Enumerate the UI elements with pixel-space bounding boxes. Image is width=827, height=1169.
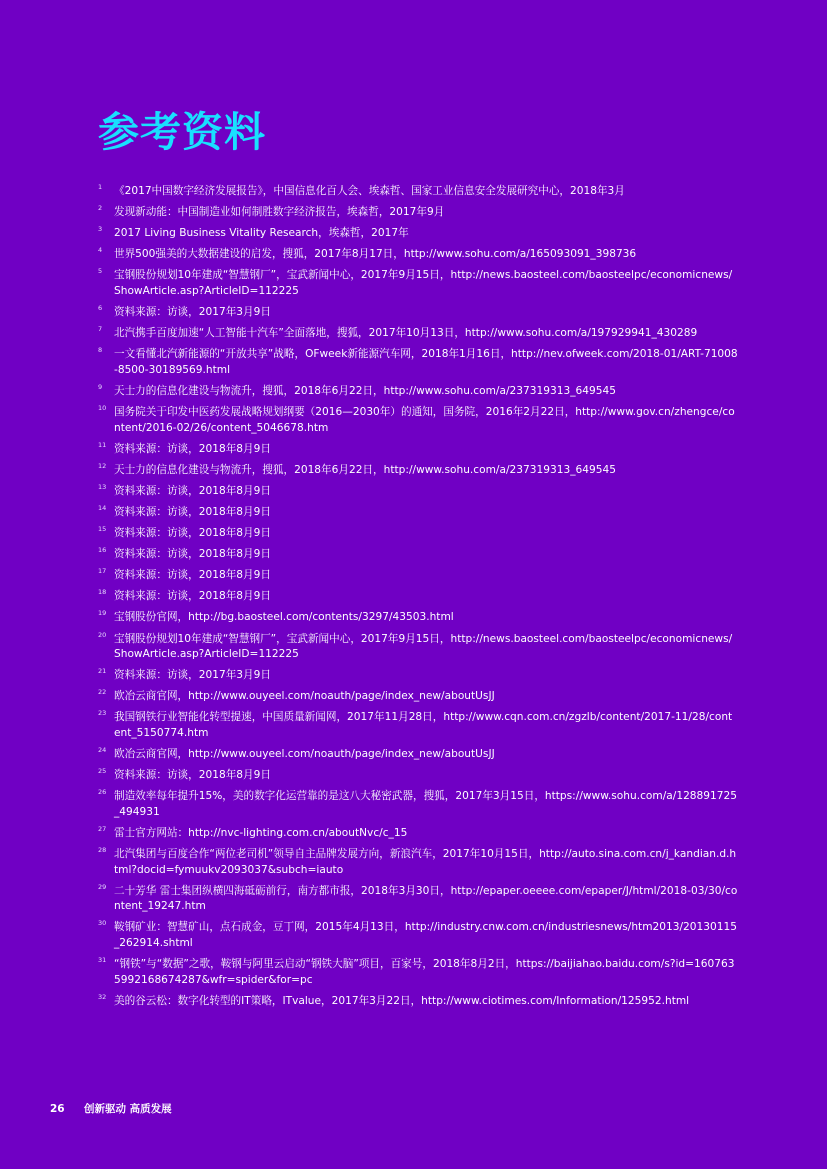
reference-item bbox=[98, 442, 738, 458]
reference-text: “钢铁”与“数据”之歌，鞍钢与阿里云启动“钢铁大脑”项目，百家号，2018年8月2日，https://baijiahao.baidu.com/s?id=1607635992168674287&wfr=spider&for=pc bbox=[114, 958, 735, 986]
reference-text: 宝钢股份规划10年建成“智慧钢厂”，宝武新闻中心，2017年9月15日，http://news.baosteel.com/baosteelpc/economicnews/ShowArticle.asp?ArticleID=112225 bbox=[114, 269, 733, 297]
reference-text: 世界500强美的大数据建设的启发，搜狐，2017年8月17日，http://www.sohu.com/a/165093091_398736 bbox=[114, 248, 637, 261]
reference-item bbox=[98, 710, 738, 741]
reference-number: 14 bbox=[98, 504, 107, 512]
reference-item bbox=[98, 405, 738, 436]
reference-text: 美的谷云松：数字化转型的IT策略，ITvalue，2017年3月22日，http://www.ciotimes.com/Information/125952.html bbox=[114, 994, 690, 1007]
reference-text: 资料来源：访谈，2017年3月9日 bbox=[114, 669, 271, 682]
reference-item bbox=[98, 747, 738, 763]
footer-page-number: 26 bbox=[50, 1103, 65, 1115]
reference-item bbox=[98, 884, 738, 915]
reference-item bbox=[98, 384, 738, 400]
reference-list bbox=[98, 184, 738, 1015]
footer-title: 创新驱动 高质发展 bbox=[83, 1103, 172, 1115]
reference-number: 21 bbox=[98, 667, 107, 676]
reference-item bbox=[98, 205, 738, 221]
reference-item bbox=[98, 768, 738, 784]
reference-text: 一文看懂北汽新能源的“开放共享”战略，OFweek新能源汽车网，2018年1月16日，http://nev.ofweek.com/2018-01/ART-71008-8500-30189569.html bbox=[114, 348, 738, 376]
reference-number: 20 bbox=[98, 630, 107, 639]
reference-number: 8 bbox=[98, 346, 103, 355]
reference-text: 鞍钢矿业：智慧矿山，点石成金，豆丁网，2015年4月13日，http://industry.cnw.com.cn/industriesnews/htm2013/20130115_262914.shtml bbox=[114, 921, 737, 950]
reference-text: 天士力的信息化建设与物流升，搜狐，2018年6月22日，http://www.sohu.com/a/237319313_649545 bbox=[114, 463, 616, 476]
reference-text: 我国钢铁行业智能化转型提速，中国质量新闻网，2017年11月28日，http://www.cqn.com.cn/zgzlb/content/2017-11/28/content_5150774.htm bbox=[114, 711, 733, 740]
reference-item bbox=[98, 484, 738, 500]
reference-item bbox=[98, 305, 738, 321]
reference-item bbox=[98, 632, 738, 663]
reference-number: 24 bbox=[98, 746, 107, 755]
reference-text: 资料来源：访谈，2018年8月9日 bbox=[114, 442, 271, 455]
reference-item bbox=[98, 226, 738, 242]
reference-number: 2 bbox=[98, 204, 103, 213]
reference-number: 12 bbox=[98, 461, 107, 470]
reference-text: 制造效率每年提升15%，美的数字化运营靠的是这八大秘密武器，搜狐，2017年3月15日，https://www.sohu.com/a/128891725_494931 bbox=[114, 790, 737, 818]
reference-item bbox=[98, 505, 738, 521]
reference-text: 《2017中国数字经济发展报告》，中国信息化百人会、埃森哲、国家工业信息安全发展研究中心，2018年3月 bbox=[114, 185, 625, 197]
reference-number: 31 bbox=[98, 956, 107, 965]
reference-text: 资料来源：访谈，2018年8月9日 bbox=[114, 548, 271, 561]
reference-item bbox=[98, 689, 738, 705]
reference-item bbox=[98, 957, 738, 988]
reference-text: 天士力的信息化建设与物流升，搜狐，2018年6月22日，http://www.sohu.com/a/237319313_649545 bbox=[114, 384, 616, 397]
reference-number: 17 bbox=[98, 567, 107, 576]
reference-text: 欧冶云商官网，http://www.ouyeel.com/noauth/page/index_new/aboutUsJJ bbox=[114, 690, 495, 703]
page-title: 参考资料 bbox=[98, 108, 266, 156]
reference-text: 欧冶云商官网，http://www.ouyeel.com/noauth/page/index_new/aboutUsJJ bbox=[114, 748, 495, 761]
reference-item bbox=[98, 463, 738, 479]
reference-text: 国务院关于印发中医药发展战略规划纲要（2016—2030年）的通知，国务院，2016年2月22日，http://www.gov.cn/zhengce/content/2016-02/26/content_5046678.htm bbox=[114, 406, 735, 434]
reference-number: 19 bbox=[98, 609, 107, 618]
reference-number: 15 bbox=[98, 525, 107, 534]
reference-number: 9 bbox=[98, 382, 103, 391]
reference-item bbox=[98, 789, 738, 820]
reference-text: 宝钢股份官网，http://bg.baosteel.com/contents/3297/43503.html bbox=[114, 611, 454, 624]
reference-item bbox=[98, 184, 738, 200]
reference-number: 5 bbox=[98, 267, 103, 276]
reference-number: 27 bbox=[98, 825, 107, 833]
reference-item bbox=[98, 668, 738, 684]
reference-number: 10 bbox=[98, 404, 107, 413]
reference-text: 北汽携手百度加速“人工智能十汽车”全面落地，搜狐，2017年10月13日，http://www.sohu.com/a/197929941_430289 bbox=[114, 327, 698, 340]
reference-text: 资料来源：访谈，2017年3月9日 bbox=[114, 306, 271, 319]
reference-number: 28 bbox=[98, 846, 107, 855]
reference-item bbox=[98, 347, 738, 378]
reference-number: 23 bbox=[98, 709, 107, 718]
reference-text: 发现新动能：中国制造业如何制胜数字经济报告，埃森哲，2017年9月 bbox=[114, 206, 445, 219]
reference-item bbox=[98, 589, 738, 605]
reference-item bbox=[98, 994, 738, 1010]
reference-number: 26 bbox=[98, 788, 107, 797]
reference-number: 32 bbox=[98, 992, 107, 1001]
reference-number: 6 bbox=[98, 304, 103, 313]
reference-number: 18 bbox=[98, 588, 107, 597]
reference-item bbox=[98, 920, 738, 951]
reference-text: 宝钢股份规划10年建成“智慧钢厂”，宝武新闻中心，2017年9月15日，http://news.baosteel.com/baosteelpc/economicnews/ShowArticle.asp?ArticleID=112225 bbox=[114, 632, 733, 661]
reference-text: 资料来源：访谈，2018年8月9日 bbox=[114, 484, 271, 497]
reference-item bbox=[98, 268, 738, 299]
reference-text: 雷士官方网站：http://nvc-lighting.com.cn/aboutNvc/c_15 bbox=[114, 827, 408, 839]
reference-text: 资料来源：访谈，2018年8月9日 bbox=[114, 590, 271, 603]
reference-number: 3 bbox=[98, 225, 103, 234]
reference-item bbox=[98, 847, 738, 878]
reference-text: 资料来源：访谈，2018年8月9日 bbox=[114, 506, 271, 518]
reference-text: 资料来源：访谈，2018年8月9日 bbox=[114, 527, 271, 540]
reference-number: 13 bbox=[98, 482, 107, 491]
reference-text: 北汽集团与百度合作“两位老司机”领导自主品牌发展方向，新浪汽车，2017年10月15日，http://auto.sina.com.cn/j_kandian.d.html?docid=fymuukv2093037&subch=iauto bbox=[114, 848, 737, 876]
reference-number: 1 bbox=[98, 183, 103, 191]
reference-text: 资料来源：访谈，2018年8月9日 bbox=[114, 769, 271, 782]
reference-text: 2017 Living Business Vitality Research，埃森哲，2017年 bbox=[114, 227, 409, 240]
reference-item bbox=[98, 610, 738, 626]
reference-item bbox=[98, 326, 738, 342]
reference-number: 22 bbox=[98, 688, 107, 697]
reference-number: 4 bbox=[98, 246, 103, 255]
reference-number: 29 bbox=[98, 882, 107, 891]
reference-text: 资料来源：访谈，2018年8月9日 bbox=[114, 569, 271, 582]
reference-number: 16 bbox=[98, 546, 107, 555]
reference-text: 二十芳华 雷士集团纵横四海砥砺前行，南方都市报，2018年3月30日，http://epaper.oeeee.com/epaper/J/html/2018-03/30/content_19247.htm bbox=[114, 884, 738, 913]
reference-item bbox=[98, 826, 738, 842]
reference-number: 7 bbox=[98, 325, 103, 334]
reference-item bbox=[98, 568, 738, 584]
reference-item bbox=[98, 547, 738, 563]
page-footer bbox=[50, 1102, 172, 1116]
reference-number: 11 bbox=[98, 440, 107, 449]
reference-number: 30 bbox=[98, 919, 107, 928]
reference-item bbox=[98, 247, 738, 263]
reference-number: 25 bbox=[98, 767, 107, 776]
reference-item bbox=[98, 526, 738, 542]
